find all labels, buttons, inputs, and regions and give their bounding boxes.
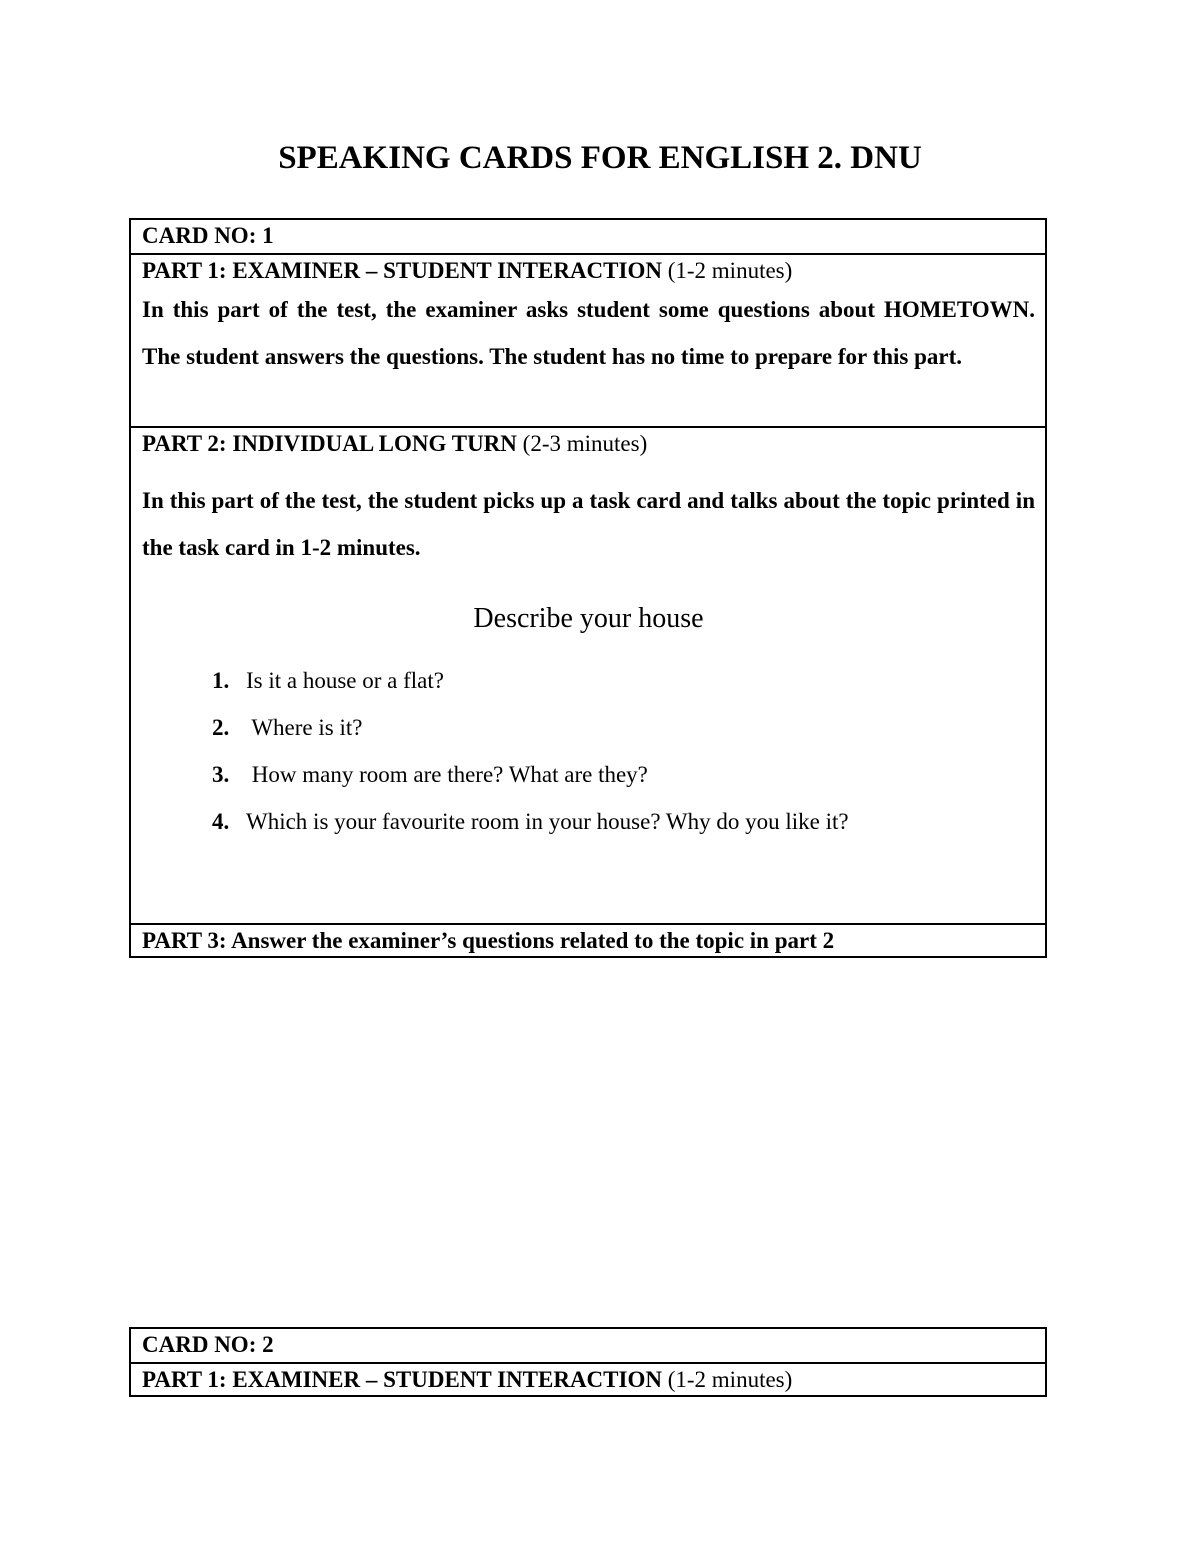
- card-2-part-1-duration: (1-2 minutes): [661, 1367, 793, 1392]
- card-1-number-row: [131, 220, 1045, 253]
- card-2-part-1-heading-title: PART 1: EXAMINER – STUDENT INTERACTION: [142, 1367, 662, 1392]
- question-number: 2.: [212, 715, 230, 740]
- card-1-part-2: [131, 426, 1045, 923]
- card-1-part-3: [131, 923, 1045, 956]
- question-number: 3.: [212, 762, 230, 787]
- card-2-number: CARD NO: 2: [142, 1332, 274, 1357]
- card-2-part-1: [131, 1362, 1045, 1395]
- card-2-table: [129, 1327, 1047, 1397]
- card-1-part-2-heading-title: PART 2: INDIVIDUAL LONG TURN: [142, 431, 517, 456]
- question-item: [212, 751, 1035, 798]
- question-item: [212, 657, 1035, 704]
- card-1-question-list: [142, 657, 1035, 845]
- question-text: How many room are there? What are they?: [246, 762, 648, 787]
- card-1-part-1-instructions: In this part of the test, the examiner asks student some questions about HOMETOWN. The student answers the questions. The student has no time to prepare for this part.: [142, 297, 1035, 369]
- card-1-part-1: [131, 253, 1045, 426]
- question-text: Where is it?: [246, 715, 363, 740]
- card-2-part-1-heading: [142, 1364, 1035, 1395]
- question-item: [212, 704, 1035, 751]
- card-1-table: [129, 218, 1047, 958]
- question-number: 4.: [212, 809, 230, 834]
- card-1-part-1-heading: [142, 255, 1035, 286]
- card-1-part-2-duration: (2-3 minutes): [516, 431, 648, 456]
- document-title: SPEAKING CARDS FOR ENGLISH 2. DNU: [278, 140, 922, 176]
- card-1-part-1-duration: (1-2 minutes): [661, 258, 793, 283]
- card-2-number-row: [131, 1329, 1045, 1362]
- question-item: [212, 798, 1035, 845]
- card-1-part-2-heading: [142, 428, 1035, 459]
- card-1-topic-title: Describe your house: [473, 603, 704, 634]
- card-1-part-3-text: PART 3: Answer the examiner’s questions related to the topic in part 2: [142, 928, 835, 953]
- question-text: Which is your favourite room in your house? Why do you like it?: [246, 809, 849, 834]
- card-1-part-2-instructions: In this part of the test, the student picks up a task card and talks about the topic printed in the task card in 1-2 minutes.: [142, 488, 1035, 560]
- question-text: Is it a house or a flat?: [246, 668, 444, 693]
- card-1-number: CARD NO: 1: [142, 223, 274, 248]
- card-1-part-1-heading-title: PART 1: EXAMINER – STUDENT INTERACTION: [142, 258, 662, 283]
- question-number: 1.: [212, 668, 230, 693]
